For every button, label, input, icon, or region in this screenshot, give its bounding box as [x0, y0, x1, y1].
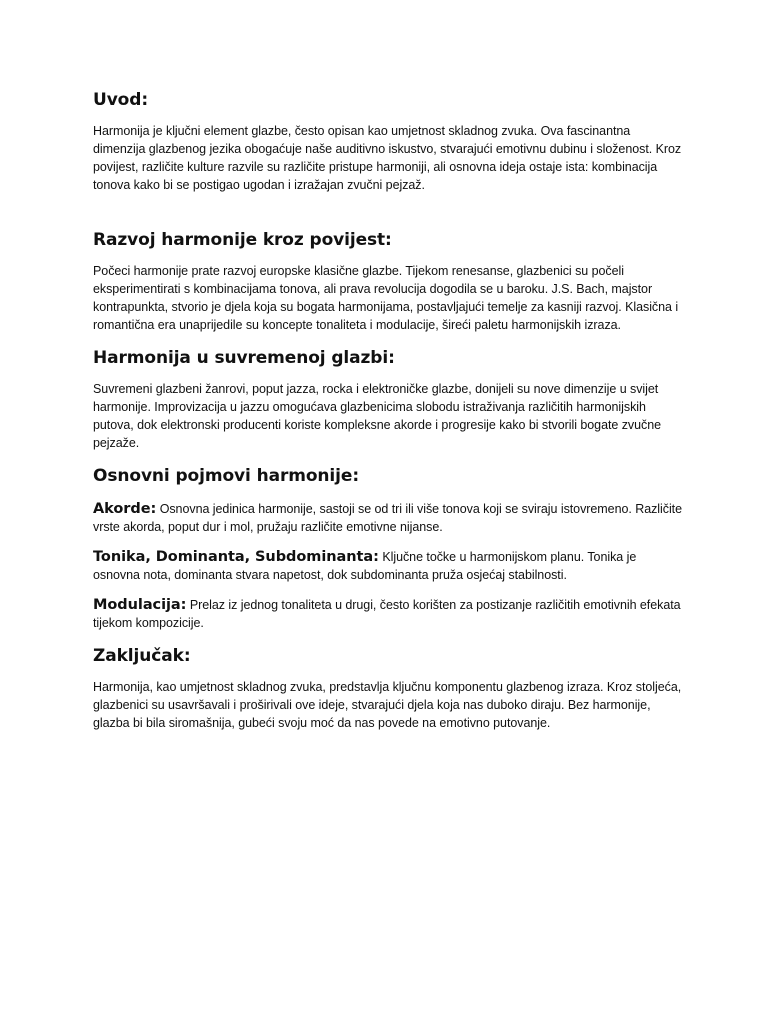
term-definition: Prelaz iz jednog tonaliteta u drugi, često korišten za postizanje različitih emotivnih efekata tijekom kompozicije. — [93, 598, 681, 630]
term-definition: Osnovna jedinica harmonije, sastoji se od tri ili više tonova koji se sviraju istovremeno. Različite vrste akorda, poput dur i mol, pružaju različite emotivne nijanse. — [93, 502, 683, 534]
document-page — [93, 88, 683, 732]
section-body-razvoj: Počeci harmonije prate razvoj europske klasične glazbe. Tijekom renesanse, glazbenici su počeli eksperimentirati s kombinacijama tonova, ali prava revolucija dogodila se u baroku. J.S. Bach, majstor kontrapunkta, stvorio je djela koja su bogata harmonijama, postavljajući temelje za kasniji razvoj. Klasična i romantična era unaprijedile su koncepte tonaliteta i modulacije, šireći paletu harmonijskih izraza. — [93, 264, 679, 332]
section-body-zakljucak: Harmonija, kao umjetnost skladnog zvuka, predstavlja ključnu komponentu glazbenog izraza. Kroz stoljeća, glazbenici su usavršavali i proširivali ove ideje, stvarajući djela koja nas duboko diraju. Bez harmonije, glazba bi bila siromašnija, gubeći svoju moć da nas povede na emotivno putovanje. — [93, 680, 682, 730]
section-body-uvod: Harmonija je ključni element glazbe, često opisan kao umjetnost skladnog zvuka. Ova fascinantna dimenzija glazbenog jezika obogaćuje naše auditivno iskustvo, stvarajući emotivnu dubinu i složenost. Kroz povijest, različite kulture razvile su različite pristupe harmoniji, ali osnovna ideja ostaje ista: kombinacija tonova kako bi se postigao ugodan i izražajan zvučni pejzaž. — [93, 124, 682, 192]
term-label: Akorde: — [93, 501, 157, 517]
term-item-modulacija — [93, 596, 683, 632]
term-label: Tonika, Dominanta, Subdominanta: — [93, 549, 379, 565]
section-title-razvoj: Razvoj harmonije kroz povijest: — [93, 230, 392, 250]
section-body-suvremena: Suvremeni glazbeni žanrovi, poput jazza, rocka i elektroničke glazbe, donijeli su nove dimenzije u svijet harmonije. Improvizacija u jazzu omogućava glazbenicima slobodu istraživanja različitih harmonijskih putova, dok elektronski producenti koriste kompleksne akorde i progresije kako bi stvorili bogate zvučne pejzaže. — [93, 382, 662, 450]
section-title-suvremena: Harmonija u suvremenoj glazbi: — [93, 348, 395, 368]
section-title-uvod: Uvod: — [93, 90, 149, 110]
term-label: Modulacija: — [93, 597, 187, 613]
term-item-tonika — [93, 548, 683, 584]
term-item-akorde — [93, 500, 683, 536]
section-title-pojmovi: Osnovni pojmovi harmonije: — [93, 466, 360, 486]
section-title-zakljucak: Zaključak: — [93, 646, 191, 666]
term-definition: Ključne točke u harmonijskom planu. Tonika je osnovna nota, dominanta stvara napetost, dok subdominanta pruža osjećaj stabilnosti. — [93, 550, 637, 582]
